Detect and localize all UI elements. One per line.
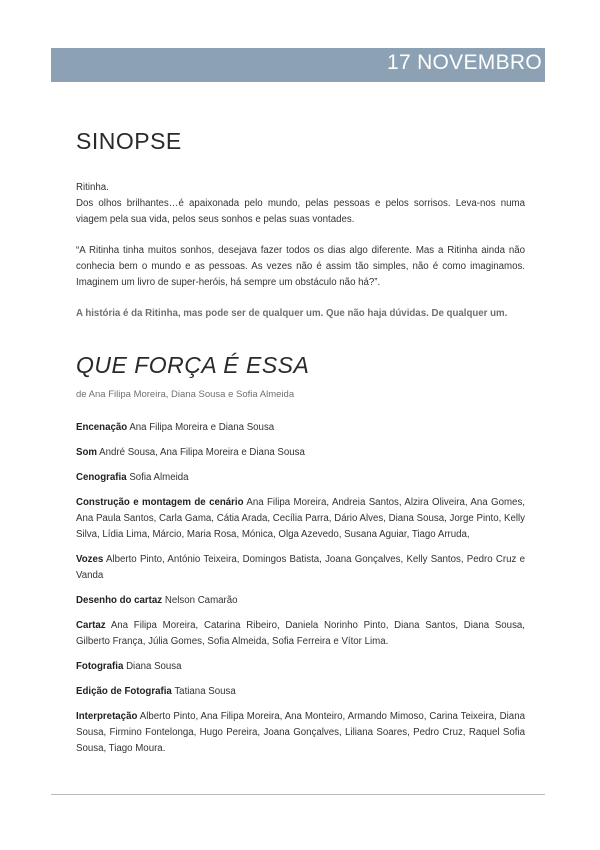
credit-role: Construção e montagem de cenário bbox=[76, 497, 244, 508]
credit-item bbox=[76, 470, 525, 486]
credit-names: Ana Filipa Moreira e Diana Sousa bbox=[129, 422, 275, 433]
credit-role: Vozes bbox=[76, 554, 104, 565]
credit-role: Cartaz bbox=[76, 620, 106, 631]
credit-role: Desenho do cartaz bbox=[76, 595, 163, 606]
sinopse-paragraph: “A Ritinha tinha muitos sonhos, desejava fazer todos os dias algo diferente. Mas a Ritinha ainda não conhecia bem o mundo e as pessoas. As vezes não é assim tão simples, não é como imaginamos. Imaginem um livro de super-heróis, há sempre um obstáculo não há?”. bbox=[76, 245, 525, 288]
sinopse-paragraph: Ritinha. Dos olhos brilhantes…é apaixonada pelo mundo, pelas pessoas e pelos sorrisos. Leva-nos numa viagem pela sua vida, pelos seus sonhos e pelas suas vontades. bbox=[76, 182, 525, 225]
credit-names: Ana Filipa Moreira, Catarina Ribeiro, Daniela Norinho Pinto, Diana Santos, Diana Sousa, Gilberto França, Júlia Gomes, Sofia Almeida, Sofia Ferreira e Vítor Lima. bbox=[76, 620, 525, 647]
credit-names: Alberto Pinto, António Teixeira, Domingos Batista, Joana Gonçalves, Kelly Santos, Pedro Cruz e Vanda bbox=[76, 554, 525, 581]
credits-list bbox=[76, 420, 525, 766]
sinopse-closing: A história é da Ritinha, mas pode ser de qualquer um. Que não haja dúvidas. De qualquer um. bbox=[76, 308, 508, 319]
credit-names: André Sousa, Ana Filipa Moreira e Diana Sousa bbox=[99, 447, 305, 458]
footer-divider bbox=[51, 794, 545, 795]
credit-names: Tatiana Sousa bbox=[174, 686, 236, 697]
play-title: QUE FORÇA É ESSA bbox=[76, 352, 310, 378]
credit-item bbox=[76, 420, 525, 436]
credit-role: Encenação bbox=[76, 422, 128, 433]
credit-names: Alberto Pinto, Ana Filipa Moreira, Ana Monteiro, Armando Mimoso, Carina Teixeira, Diana Sousa, Firmino Fontelonga, Hugo Pereira, Joana Gonçalves, Liliana Soares, Pedro Cruz, Raquel Sofia Sousa, Tiago Moura. bbox=[76, 711, 525, 754]
credit-names: Sofia Almeida bbox=[129, 472, 189, 483]
credit-role: Som bbox=[76, 447, 97, 458]
play-authors: de Ana Filipa Moreira, Diana Sousa e Sofia Almeida bbox=[76, 389, 295, 400]
credit-names: Diana Sousa bbox=[126, 661, 182, 672]
header-bar bbox=[51, 48, 545, 82]
credit-item bbox=[76, 552, 525, 584]
credit-item bbox=[76, 684, 525, 700]
credit-role: Interpretação bbox=[76, 711, 138, 722]
credit-item bbox=[76, 709, 525, 757]
credit-names: Nelson Camarão bbox=[164, 595, 238, 606]
sinopse-body bbox=[76, 180, 525, 337]
credit-names: Ana Filipa Moreira, Andreia Santos, Alzira Oliveira, Ana Gomes, Ana Paula Santos, Carla Gama, Cátia Arada, Cecília Parra, Dário Alves, Diana Sousa, Jorge Pinto, Kelly Silva, Lídia Lima, Márcio, Maria Rosa, Mónica, Olga Azevedo, Susana Aguiar, Tiago Arruda, bbox=[76, 497, 525, 540]
header-date: 17 NOVEMBRO bbox=[386, 51, 542, 74]
credit-item bbox=[76, 495, 525, 543]
credit-role: Cenografia bbox=[76, 472, 127, 483]
sinopse-title: SINOPSE bbox=[76, 128, 182, 154]
credit-item bbox=[76, 445, 525, 461]
credit-item bbox=[76, 618, 525, 650]
credit-role: Fotografia bbox=[76, 661, 124, 672]
credit-role: Edição de Fotografia bbox=[76, 686, 172, 697]
credit-item bbox=[76, 659, 525, 675]
credit-item bbox=[76, 593, 525, 609]
